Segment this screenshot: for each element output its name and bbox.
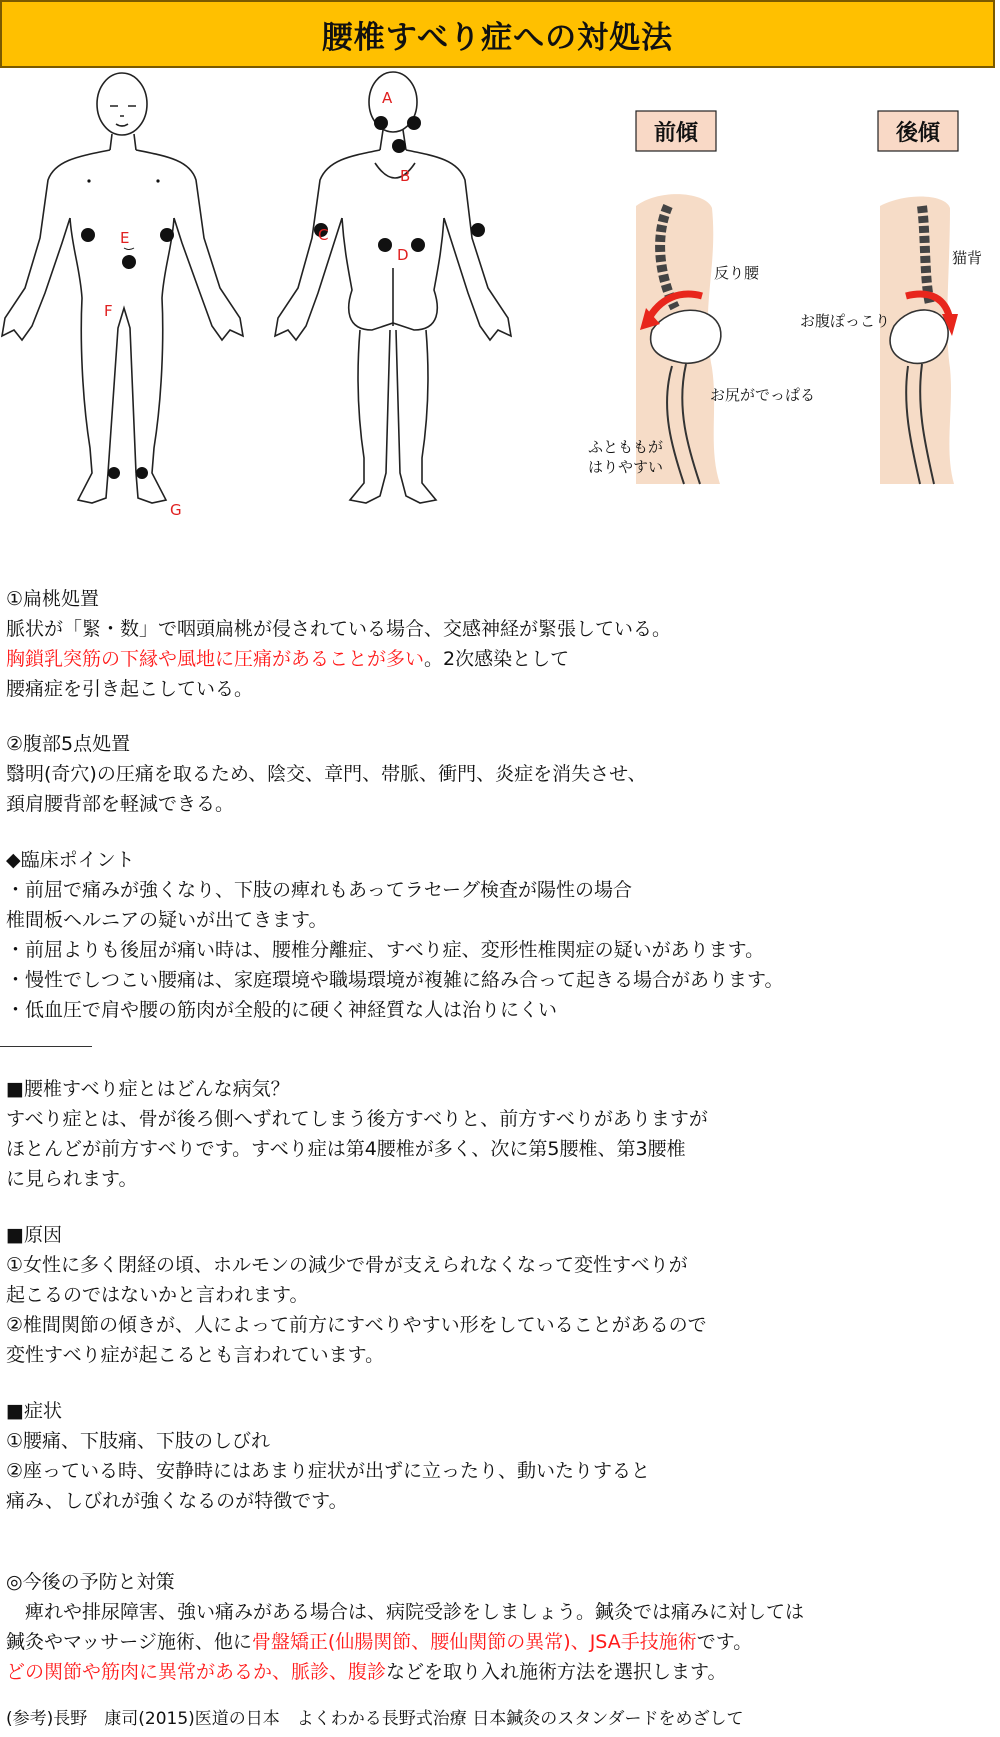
section-cause <box>6 1220 707 1370</box>
label-c: C <box>318 226 329 244</box>
figure-area <box>0 68 1000 568</box>
clinical-line-4: ・慢性でしつこい腰痛は、家庭環境や職場環境が複雑に絡み合って起きる場合があります。 <box>6 969 784 991</box>
cause-heading: ■原因 <box>6 1224 62 1246</box>
section-clinical <box>6 845 783 1025</box>
prevention-highlight-1: 骨盤矯正(仙腸関節、腰仙関節の異常)、JSA手技施術 <box>251 1631 697 1653</box>
clinical-line-2: 椎間板ヘルニアの疑いが出てきます。 <box>6 909 328 931</box>
label-g: G <box>170 501 182 519</box>
reference <box>6 1704 744 1734</box>
section-tonsil <box>6 584 671 704</box>
symptoms-line-1: ①腰痛、下肢痛、下肢のしびれ <box>6 1430 271 1452</box>
label-b: B <box>400 167 411 185</box>
section-prevention <box>6 1567 804 1687</box>
page-title: 腰椎すべり症への対処法 <box>0 0 995 68</box>
forward-heading: 前傾 <box>653 121 699 146</box>
section-what <box>6 1074 708 1194</box>
symptoms-heading: ■症状 <box>6 1400 62 1422</box>
prevention-line-3-rest: などを取り入れ施術方法を選択します。 <box>386 1661 727 1683</box>
tonsil-highlight: 胸鎖乳突筋の下縁や風地に圧痛があることが多い <box>6 648 425 670</box>
tonsil-heading: ①扁桃処置 <box>6 588 100 610</box>
clinical-heading: ◆臨床ポイント <box>6 849 135 871</box>
back-body-figure <box>275 72 511 503</box>
label-e: E <box>120 229 130 247</box>
annotation-sori: 反り腰 <box>714 264 760 282</box>
label-f: F <box>104 302 113 320</box>
symptoms-line-2: ②座っている時、安静時にはあまり症状が出ずに立ったり、動いたりすると <box>6 1460 651 1482</box>
forward-tilt-panel <box>588 111 815 484</box>
tonsil-line-3: 腰痛症を引き起こしている。 <box>6 678 254 700</box>
symptoms-line-3: 痛み、しびれが強くなるのが特徴です。 <box>6 1490 348 1512</box>
section-symptoms <box>6 1396 650 1516</box>
what-heading: ■腰椎すべり症とはどんな病気？ <box>6 1078 290 1100</box>
annotation-futomomo-1: ふとももが <box>588 438 664 456</box>
backward-tilt-panel <box>800 111 982 484</box>
abdomen-line-1: 翳明(奇穴)の圧痛を取るため、陰交、章門、帯脈、衝門、炎症を消失させ、 <box>6 763 647 785</box>
clinical-line-1: ・前屈で痛みが強くなり、下肢の痺れもあってラセーグ検査が陽性の場合 <box>6 879 633 901</box>
front-body-figure <box>2 73 243 503</box>
cause-line-1: ①女性に多く閉経の頃、ホルモンの減少で骨が支えられなくなって変性すべりが <box>6 1254 688 1276</box>
annotation-oshiri: お尻がでっぱる <box>710 386 816 404</box>
annotation-futomomo-2: はりやすい <box>588 458 664 476</box>
what-line-2: ほとんどが前方すべりです。すべり症は第4腰椎が多く、次に第5腰椎、第3腰椎 <box>6 1138 686 1160</box>
prevention-line-3 <box>6 1657 804 1687</box>
illustration <box>0 68 1000 568</box>
cause-line-3: ②椎間関節の傾きが、人によって前方にすべりやすい形をしていることがあるので <box>6 1314 707 1336</box>
prevention-highlight-2: どの関節や筋肉に異常があるか、脈診、腹診 <box>6 1661 387 1683</box>
label-d: D <box>397 246 409 264</box>
clinical-line-3: ・前屈よりも後屈が痛い時は、腰椎分離症、すべり症、変形性椎関症の疑いがあります。 <box>6 939 765 961</box>
reference-text: (参考)長野 康司(2015)医道の日本 よくわかる長野式治療 日本鍼灸のスタンダードをめざして <box>6 1709 744 1729</box>
prevention-heading: ◎今後の予防と対策 <box>6 1571 175 1593</box>
prevention-line-2-b: です。 <box>696 1631 753 1653</box>
divider <box>0 1046 92 1047</box>
cause-line-2: 起こるのではないかと言われます。 <box>6 1284 309 1306</box>
cause-line-4: 変性すべり症が起こるとも言われています。 <box>6 1344 385 1366</box>
prevention-line-1: 痺れや排尿障害、強い痛みがある場合は、病院受診をしましょう。鍼灸では痛みに対しては <box>6 1601 805 1623</box>
what-line-3: に見られます。 <box>6 1168 138 1190</box>
label-a: A <box>382 89 393 107</box>
backward-heading: 後傾 <box>895 121 941 146</box>
what-line-1: すべり症とは、骨が後ろ側へずれてしまう後方すべりと、前方すべりがありますが <box>6 1108 708 1130</box>
tonsil-line-2 <box>6 644 671 674</box>
section-abdomen <box>6 729 647 819</box>
abdomen-heading: ②腹部5点処置 <box>6 733 131 755</box>
front-acupoints <box>81 179 174 479</box>
annotation-onaka: お腹ぽっこり <box>800 312 891 330</box>
tonsil-line-2-rest: 。2次感染として <box>424 648 570 670</box>
clinical-line-5: ・低血圧で肩や腰の筋肉が全般的に硬く神経質な人は治りにくい <box>6 999 558 1021</box>
annotation-nekoze: 猫背 <box>952 249 983 267</box>
prevention-line-2-a: 鍼灸やマッサージ施術、他に <box>6 1631 252 1653</box>
tonsil-line-1: 脈状が「緊・数」で咽頭扁桃が侵されている場合、交感神経が緊張している。 <box>6 618 672 640</box>
abdomen-line-2: 頚肩腰背部を軽減できる。 <box>6 793 235 815</box>
prevention-line-2 <box>6 1627 804 1657</box>
